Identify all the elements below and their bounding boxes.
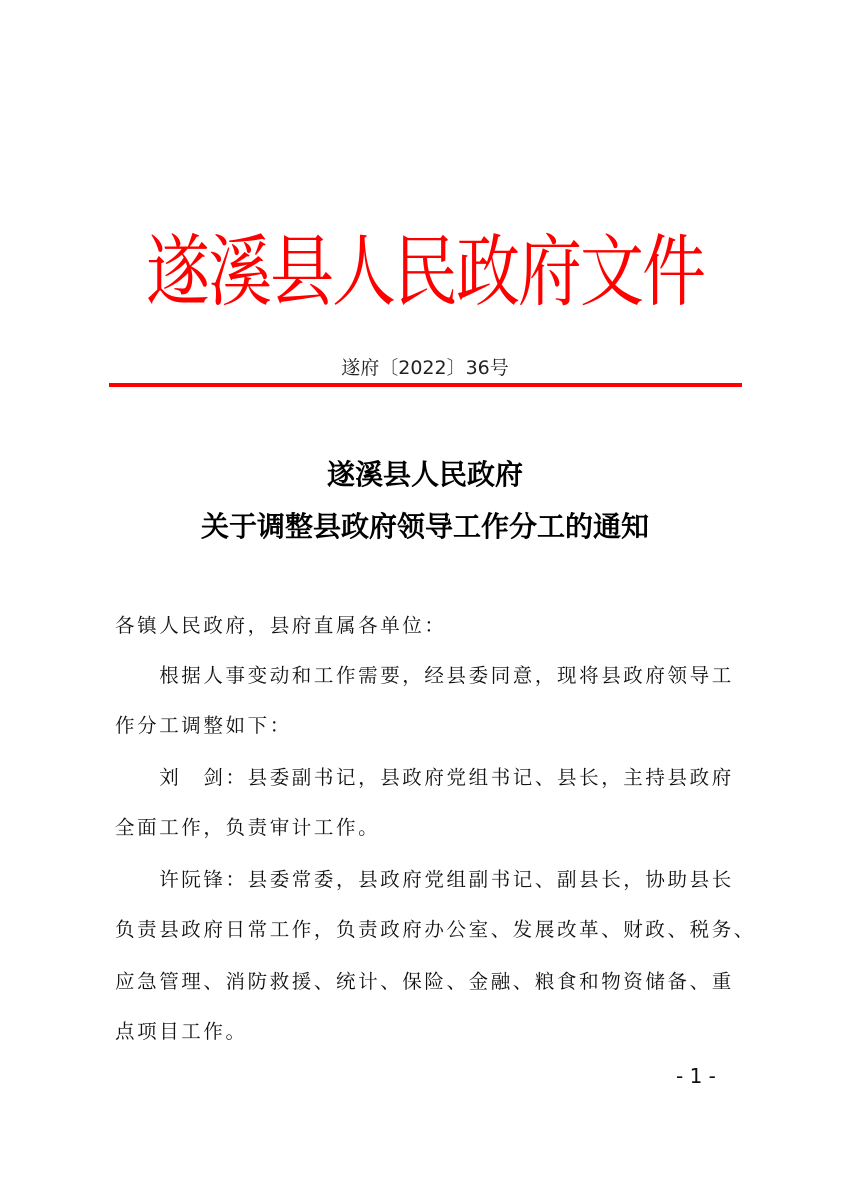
document-title-line-2: 关于调整县政府领导工作分工的通知 bbox=[200, 510, 649, 543]
document-number: 遂府〔2022〕36号 bbox=[341, 357, 509, 379]
body-line: 根据人事变动和工作需要，经县委同意，现将县政府领导工 bbox=[115, 664, 734, 687]
body-line: 应急管理、消防救援、统计、保险、金融、粮食和物资储备、重 bbox=[115, 970, 734, 993]
addressee: 各镇人民政府，县府直属各单位： bbox=[115, 614, 447, 637]
body-line: 负责县政府日常工作，负责政府办公室、发展改革、财政、税务、 bbox=[115, 918, 756, 941]
body-line: 许阮锋：县委常委，县政府党组副书记、副县长，协助县长 bbox=[115, 868, 734, 891]
body-line: 全面工作，负责审计工作。 bbox=[115, 816, 381, 839]
red-header-title: 遂溪县人民政府文件 bbox=[146, 227, 704, 319]
body-line: 刘 剑：县委副书记，县政府党组书记、县长，主持县政府 bbox=[115, 766, 734, 789]
red-divider-rule bbox=[109, 383, 742, 387]
document-title-line-1: 遂溪县人民政府 bbox=[326, 458, 523, 491]
body-line: 点项目工作。 bbox=[115, 1020, 248, 1043]
body-line: 作分工调整如下： bbox=[115, 714, 292, 737]
page-number: - 1 - bbox=[676, 1064, 716, 1088]
